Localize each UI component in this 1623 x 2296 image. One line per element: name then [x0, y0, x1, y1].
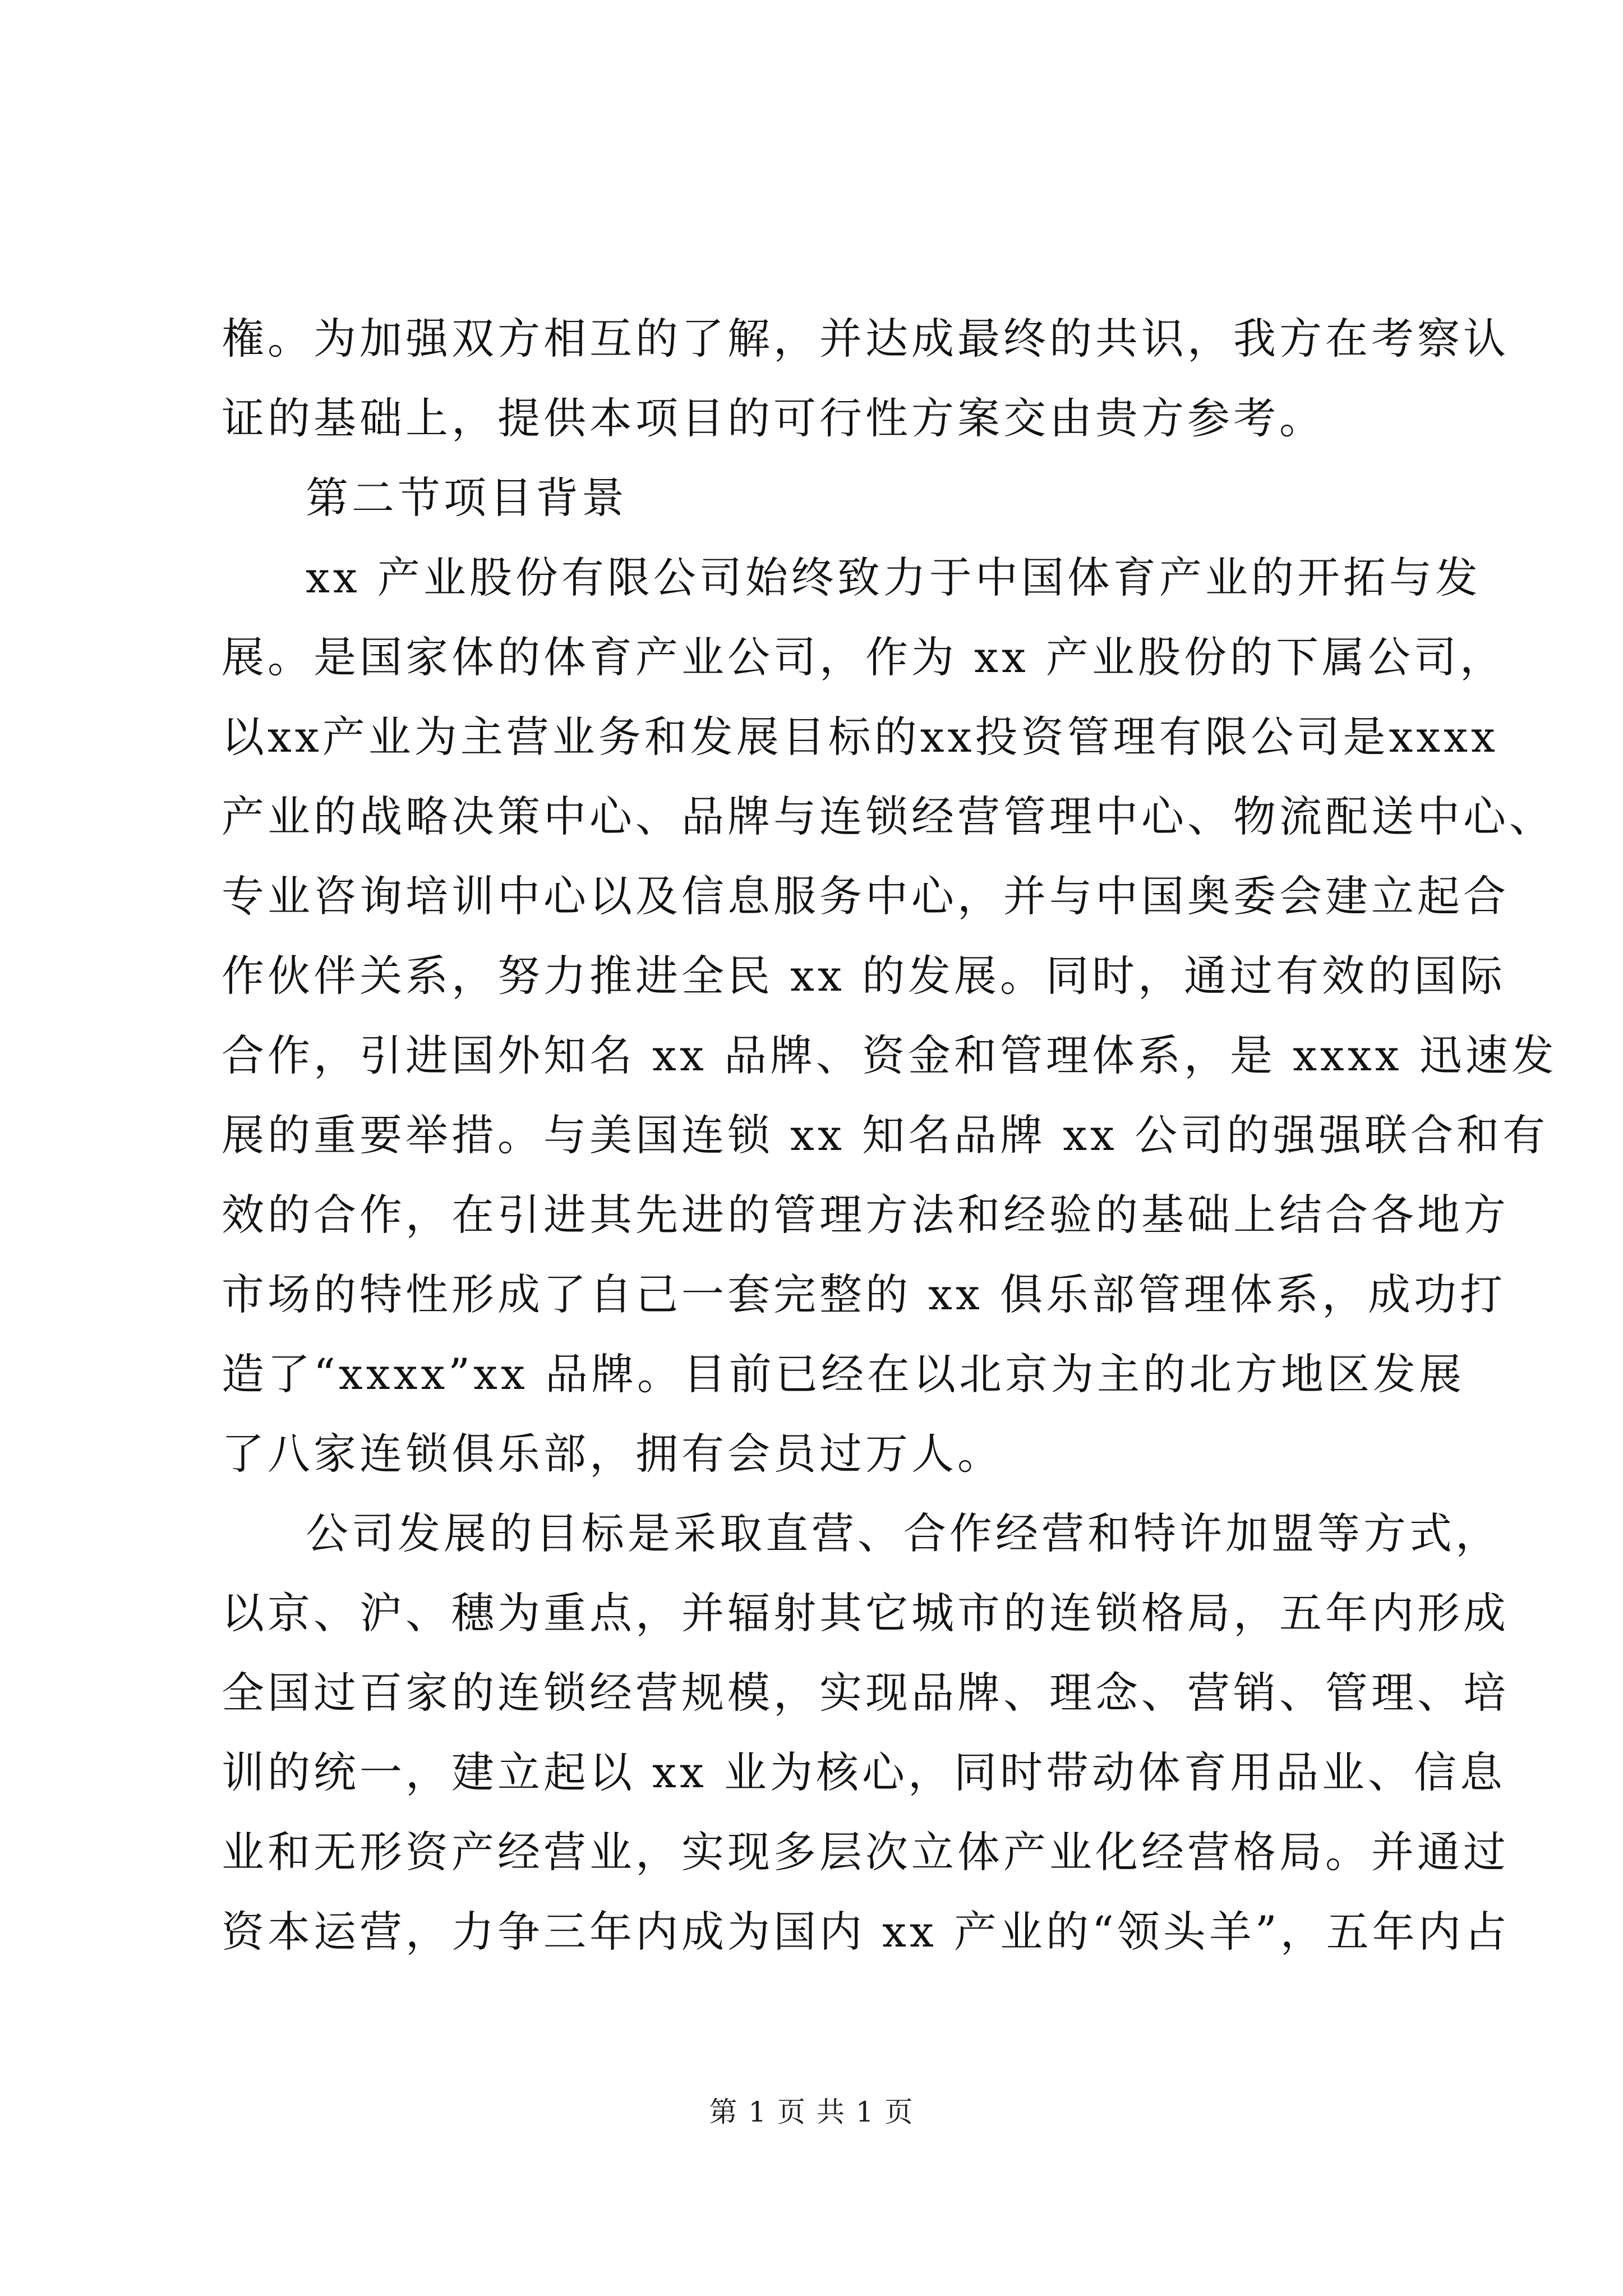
text-line: 公司发展的目标是采取直营、合作经营和特许加盟等方式， [306, 1508, 1501, 1558]
text-line: 権。为加强双方相互的了解，并达成最终的共识，我方在考察认 [222, 314, 1509, 364]
text-line: 效的合作，在引进其先进的管理方法和经验的基础上结合各地方 [222, 1190, 1509, 1240]
page-footer: 第 1 页 共 1 页 [709, 2096, 914, 2128]
text-line: 市场的特性形成了自己一套完整的 xx 俱乐部管理体系，成功打 [222, 1269, 1506, 1319]
text-line: 展。是国家体的体育产业公司，作为 xx 产业股份的下属公司， [222, 632, 1506, 682]
text-line: 合作，引进国外知名 xx 品牌、资金和管理体系，是 xxxx 迅速发 [222, 1030, 1557, 1080]
text-line: 以xx产业为主营业务和发展目标的xx投资管理有限公司是xxxx [222, 712, 1498, 762]
text-line: 训的统一，建立起以 xx 业为核心，同时带动体育用品业、信息 [222, 1747, 1506, 1797]
text-line: 产业的战略决策中心、品牌与连锁经营管理中心、物流配送中心、 [222, 792, 1555, 841]
text-line: 造了“xxxx”xx 品牌。目前已经在以北京为主的北方地区发展 [222, 1349, 1465, 1399]
text-line: 展的重要举措。与美国连锁 xx 知名品牌 xx 公司的强强联合和有 [222, 1110, 1549, 1160]
text-line: 以京、沪、穗为重点，并辐射其它城市的连锁格局，五年内形成 [222, 1588, 1509, 1638]
text-line: 了八家连锁俱乐部，拥有会员过万人。 [222, 1429, 1003, 1479]
text-line: 专业咨询培训中心以及信息服务中心，并与中国奥委会建立起合 [222, 871, 1509, 921]
text-line: 全国过百家的连锁经营规模，实现品牌、理念、营销、管理、培 [222, 1668, 1509, 1718]
text-line: 证的基础上，提供本项目的可行性方案交由贵方参考。 [222, 393, 1325, 443]
text-line: 业和无形资产经营业，实现多层次立体产业化经营格局。并通过 [222, 1827, 1509, 1877]
text-line: xx 产业股份有限公司始终致力于中国体育产业的开拓与发 [306, 553, 1481, 602]
text-line: 作伙伴关系，努力推进全民 xx 的发展。同时，通过有效的国际 [222, 951, 1506, 1001]
section-heading: 第二节项目背景 [306, 473, 628, 523]
text-line: 资本运营，力争三年内成为国内 xx 产业的“领头羊”，五年内占 [222, 1907, 1510, 1957]
